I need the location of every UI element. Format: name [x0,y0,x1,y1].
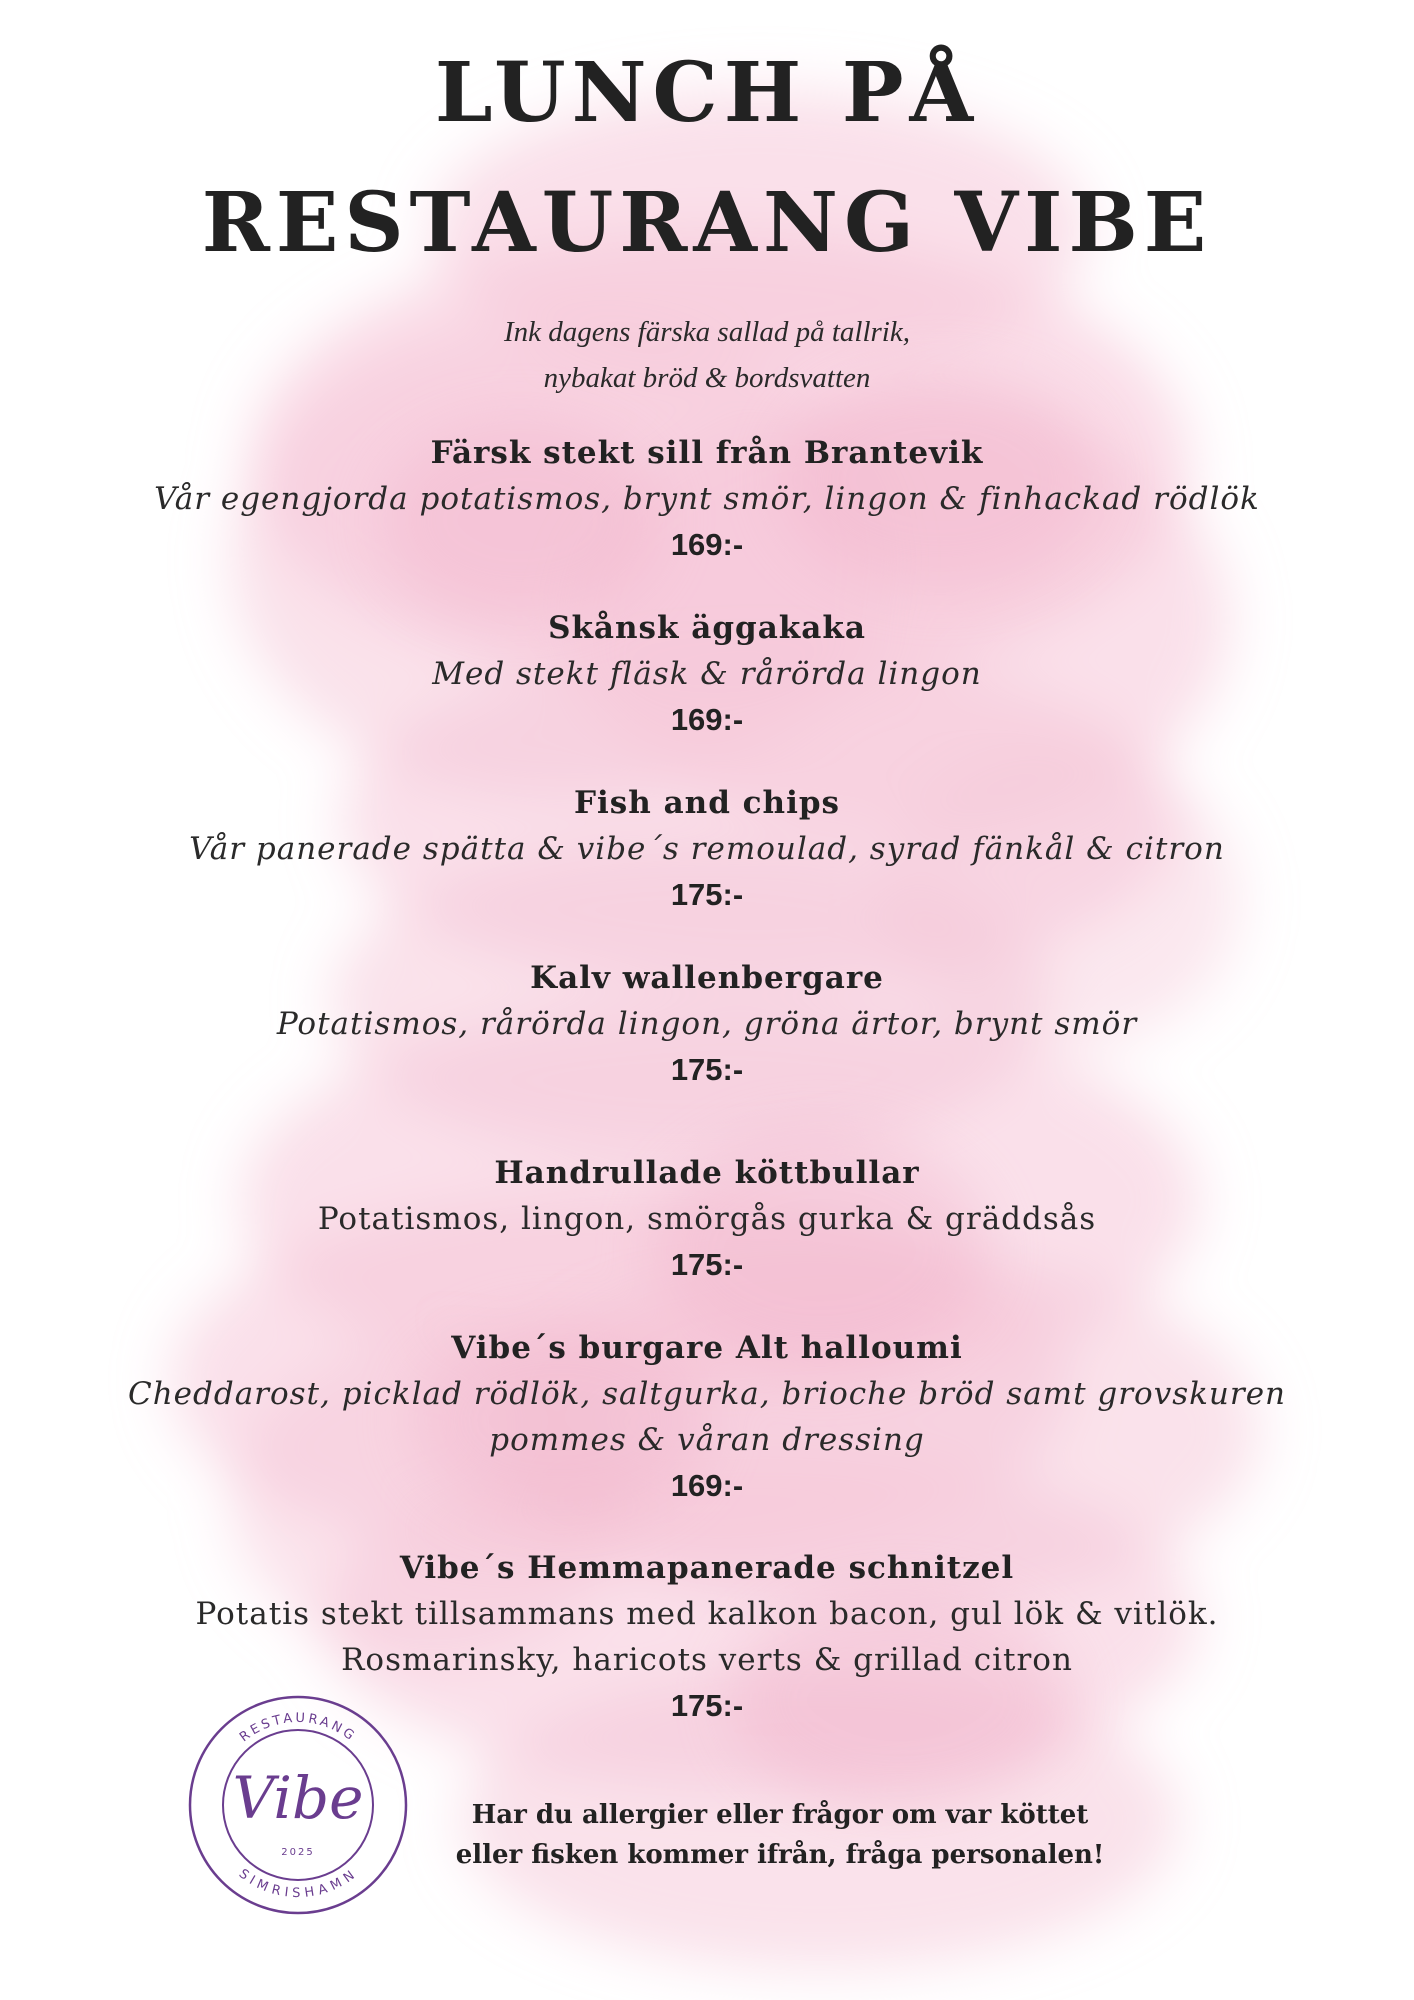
menu-item-price: 169:- [670,1468,744,1503]
menu-item-price: 175:- [670,877,744,912]
menu-item-name: Fish and chips [574,785,840,821]
menu-item-wallenbergare [100,955,1314,1093]
menu-item-description-cont: Rosmarinsky, haricots verts & grillad citron [341,1642,1073,1678]
menu-item-name: Skånsk äggakaka [548,610,866,646]
menu-item-price: 175:- [670,1052,744,1087]
logo-top-text: RESTAURANG [237,1710,359,1746]
menu-item-name: Färsk stekt sill från Brantevik [430,435,984,471]
menu-item-description-cont: pommes & våran dressing [489,1422,925,1458]
menu-item-description: Med stekt fläsk & rårörda lingon [432,656,982,692]
logo-bottom-text: SIMRISHAMN [235,1866,361,1902]
intro-line-1: Ink dagens färska sallad på tallrik, [504,316,910,348]
menu-item-description: Potatis stekt tillsammans med kalkon bacon, gul lök & vitlök. [195,1596,1219,1632]
menu-item-burgare [100,1325,1314,1509]
logo-script-vibe: Vibe [232,1764,364,1832]
menu-item-aggakaka [100,605,1314,743]
menu-item-price: 175:- [670,1247,744,1282]
restaurant-vibe-logo [183,1690,413,1920]
menu-item-name: Vibe´s burgare Alt halloumi [451,1330,963,1366]
menu-item-description: Potatismos, rårörda lingon, gröna ärtor, brynt smör [276,1006,1138,1042]
menu-item-kottbullar [100,1150,1314,1288]
menu-item-description: Cheddarost, picklad rödlök, saltgurka, brioche bröd samt grovskuren [127,1376,1287,1412]
menu-item-description: Vår egengjorda potatismos, brynt smör, lingon & finhackad rödlök [154,481,1260,517]
intro-line-2: nybakat bröd & bordsvatten [543,362,871,394]
page-title-line-1: LUNCH PÅ [434,45,980,141]
menu-item-name: Handrullade köttbullar [494,1155,920,1191]
menu-item-price: 175:- [670,1688,744,1723]
menu-item-price: 169:- [670,527,744,562]
allergy-note-line-1: Har du allergier eller frågor om var köttet [471,1800,1089,1830]
menu-item-name: Kalv wallenbergare [530,960,884,996]
menu-item-name: Vibe´s Hemmapanerade schnitzel [399,1550,1015,1586]
page-title-line-2: RESTAURANG VIBE [201,175,1213,271]
menu-item-fish-and-chips [100,780,1314,918]
logo-year: 2025 [281,1847,315,1858]
menu-item-sill [100,430,1314,568]
menu-item-price: 169:- [670,702,744,737]
allergy-note [430,1795,1130,1875]
menu-item-description: Potatismos, lingon, smörgås gurka & gräddsås [317,1201,1097,1237]
menu-item-description: Vår panerade spätta & vibe´s remoulad, syrad fänkål & citron [189,831,1225,867]
allergy-note-line-2: eller fisken kommer ifrån, fråga personalen! [455,1840,1105,1870]
